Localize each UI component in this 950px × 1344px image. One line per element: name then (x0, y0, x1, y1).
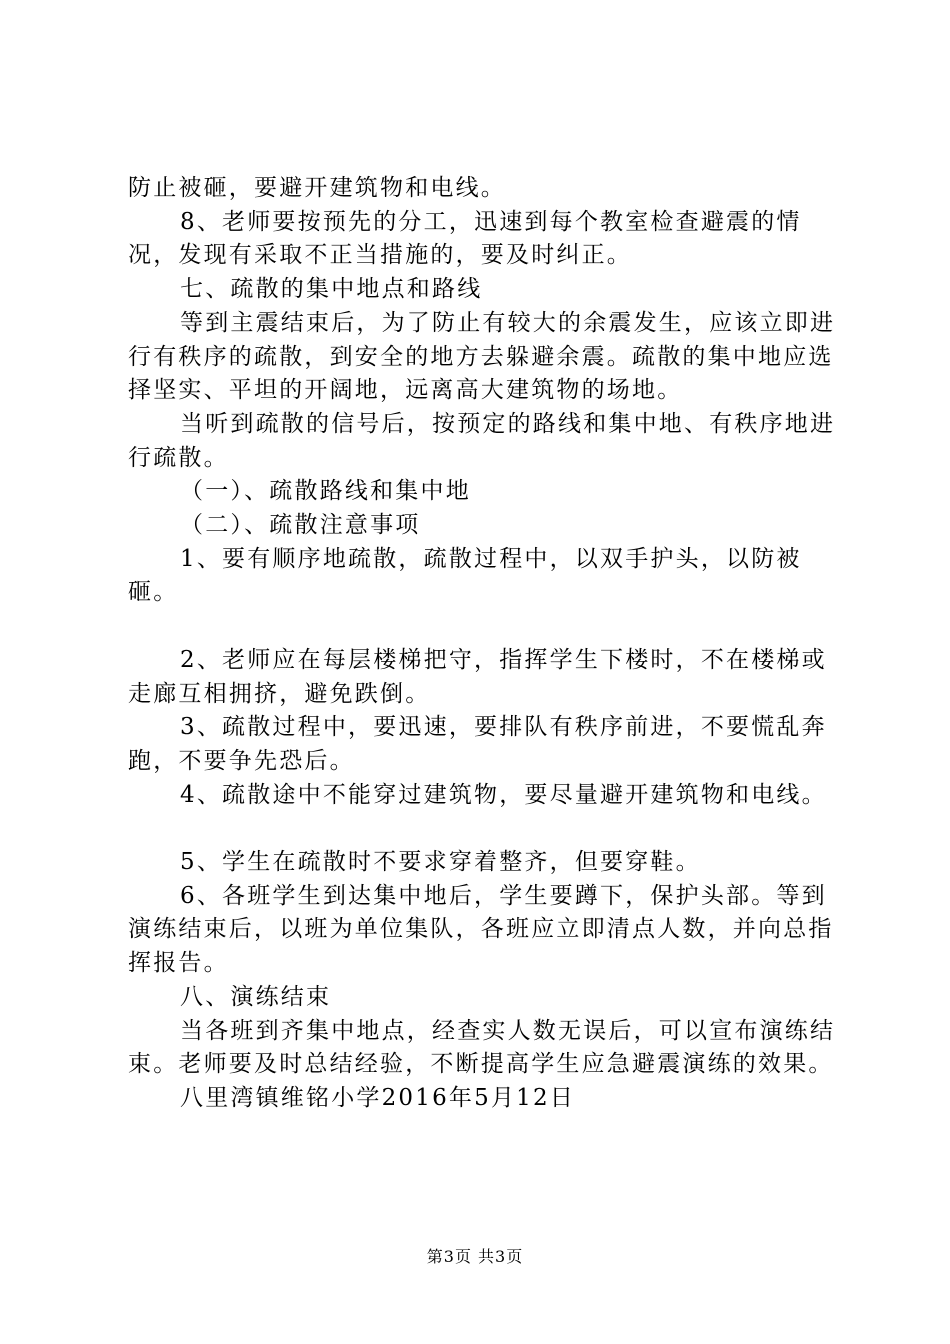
paragraph-continuation: 防止被砸，要避开建筑物和电线。 (128, 175, 506, 201)
subheading-notes: （二）、疏散注意事项 (180, 512, 421, 539)
document-body (128, 172, 848, 1116)
signature-date: 八里湾镇维铭小学2016年5月12日 (180, 1084, 576, 1111)
paragraph-evacuation-intro: 等到主震结束后，为了防止有较大的余震发生，应该立即进行有秩序的疏散，到安全的地方去躲避余震。疏散的集中地应选择坚实、平坦的开阔地，远离高大建筑物的场地。 (128, 309, 836, 404)
paragraph-evacuation-signal: 当听到疏散的信号后，按预定的路线和集中地、有秩序地进行疏散。 (128, 410, 836, 471)
list-item-6: 6、各班学生到达集中地后，学生要蹲下，保护头部。等到演练结束后，以班为单位集队，各班应立即清点人数，并向总指挥报告。 (128, 882, 834, 977)
subheading-route: （一）、疏散路线和集中地 (180, 478, 471, 505)
paragraph-item-8: 8、老师要按预先的分工，迅速到每个教室检查避震的情况，发现有采取不正当措施的，要及时纠正。 (128, 208, 802, 269)
list-item-2: 2、老师应在每层楼梯把守，指挥学生下楼时，不在楼梯或走廊互相拥挤，避免跌倒。 (128, 646, 827, 707)
section-heading-8: 八、演练结束 (180, 983, 332, 1010)
list-item-3: 3、疏散过程中，要迅速，要排队有秩序前进，不要慌乱奔跑，不要争先恐后。 (128, 714, 827, 774)
list-item-1: 1、要有顺序地疏散，疏散过程中，以双手护头，以防被砸。 (128, 545, 802, 606)
list-item-4: 4、疏散途中不能穿过建筑物，要尽量避开建筑物和电线。 (180, 781, 827, 808)
paragraph-drill-end: 当各班到齐集中地点，经查实人数无误后，可以宣布演练结束。老师要及时总结经验，不断提高学生应急避震演练的效果。 (128, 1017, 836, 1078)
section-heading-7: 七、疏散的集中地点和路线 (180, 276, 483, 303)
list-item-5: 5、学生在疏散时不要求穿着整齐，但要穿鞋。 (180, 849, 701, 876)
page-number: 第3页 共3页 (426, 1247, 524, 1266)
